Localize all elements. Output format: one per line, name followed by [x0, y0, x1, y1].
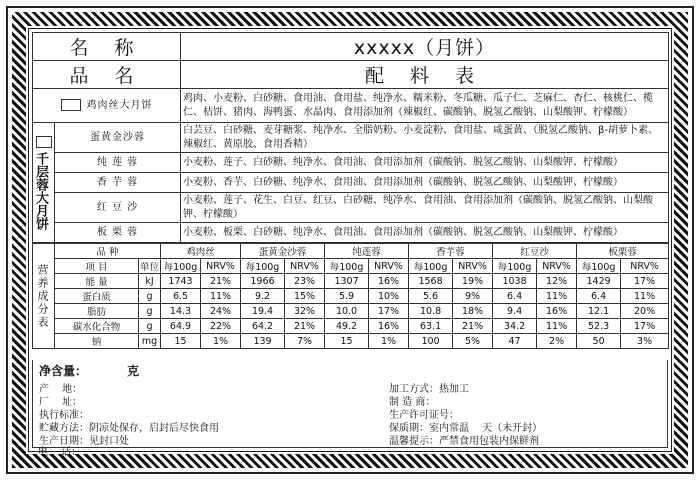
cell: 139: [241, 334, 285, 349]
nutrient-row: [33, 274, 669, 289]
nutrient-row: [33, 334, 669, 349]
item-header: 项 目: [55, 259, 139, 274]
cell: 5.9: [325, 289, 369, 304]
net-label: 净含量：: [39, 364, 88, 378]
cell: 17%: [621, 319, 669, 334]
group-label: 千层蓉大月饼: [33, 151, 48, 230]
per100-header: 每100g: [493, 259, 537, 274]
checkbox[interactable]: [36, 136, 52, 148]
variety-col: 蛋黄金沙蓉: [241, 244, 325, 259]
standard: 执行标准：: [39, 410, 89, 421]
cell: 12.1: [577, 304, 621, 319]
cell: 50: [577, 334, 621, 349]
per100-header: 每100g: [577, 259, 621, 274]
cell: 18%: [453, 304, 493, 319]
cell: 24%: [201, 304, 241, 319]
cell: 16%: [369, 319, 409, 334]
cell: 11%: [537, 289, 577, 304]
unit-header: 单位: [139, 259, 161, 274]
cell: 1038: [493, 274, 537, 289]
cell: 11%: [621, 289, 669, 304]
maker: 制 造 商：: [389, 397, 436, 408]
cell: 11%: [537, 319, 577, 334]
factory: 厂 址：: [39, 397, 83, 408]
shelf-life: 保质期：室内常温 天（未开封）: [389, 423, 543, 434]
footer-info: [32, 360, 668, 448]
cell: 1%: [201, 334, 241, 349]
nutrient-name: 脂肪: [55, 304, 139, 319]
checkbox[interactable]: [61, 99, 81, 111]
nutrient-name: 碳水化合物: [55, 319, 139, 334]
nutrient-unit: g: [139, 304, 161, 319]
cell: 21%: [453, 319, 493, 334]
cell: 10.8: [409, 304, 453, 319]
cell: 10.0: [325, 304, 369, 319]
nrv-header: NRV%: [201, 259, 241, 274]
tip: 温馨提示：严禁食用包装内保鲜剂: [389, 436, 539, 447]
nrv-header: NRV%: [453, 259, 493, 274]
per100-header: 每100g: [161, 259, 201, 274]
variety-ingredients: 白芸豆、白砂糖、麦芽糖浆、纯净水、全脂奶粉、小麦淀粉、食用盐、咸蛋黄、（脱氢乙酸钠、β-胡萝卜素、辣椒红、黄原胶、食用香精）: [181, 123, 669, 153]
cell: 9.2: [241, 289, 285, 304]
per100-header: 每100g: [409, 259, 453, 274]
nutrient-unit: g: [139, 289, 161, 304]
variety-name: 纯 莲 蓉: [55, 153, 181, 173]
nutrient-unit: mg: [139, 334, 161, 349]
variety-ingredients: 小麦粉、板栗、白砂糖、纯净水、食用油、食用添加剂（碳酸钠、脱氢乙酸钠、山梨酸钾、柠檬酸）: [181, 223, 669, 243]
cell: 7%: [285, 334, 325, 349]
license: 生产许可证号：: [389, 410, 459, 421]
cell: 15: [161, 334, 201, 349]
storage: 贮藏方法：阴凉处保存，启封后尽快食用: [39, 423, 219, 434]
ingredients-title: 配 料 表: [181, 61, 669, 89]
cell: 15%: [285, 289, 325, 304]
cell: 1966: [241, 274, 285, 289]
cell: 19.4: [241, 304, 285, 319]
variety-col: 香芋蓉: [409, 244, 493, 259]
cell: 100: [409, 334, 453, 349]
cell: 1429: [577, 274, 621, 289]
label-sheet: [32, 32, 668, 458]
cell: 19%: [453, 274, 493, 289]
nutrient-name: 能 量: [55, 274, 139, 289]
cell: 16%: [369, 274, 409, 289]
nutrient-unit: kJ: [139, 274, 161, 289]
per100-header: 每100g: [325, 259, 369, 274]
variety-col: 纯莲蓉: [325, 244, 409, 259]
cell: 10%: [369, 289, 409, 304]
variety-header: 品 种: [55, 244, 161, 259]
cell: 1%: [369, 334, 409, 349]
cell: 14.3: [161, 304, 201, 319]
cell: 1568: [409, 274, 453, 289]
name-label: 名 称: [33, 33, 181, 61]
cell: 20%: [621, 304, 669, 319]
product-single: [33, 89, 181, 123]
variety-name: 香 芋 蓉: [55, 173, 181, 193]
nutrient-row: [33, 289, 669, 304]
cell: 17%: [369, 304, 409, 319]
cell: 47: [493, 334, 537, 349]
variety-ingredients: 小麦粉、莲子、白砂糖、纯净水、食用油、食用添加剂（碳酸钠、脱氢乙酸钠、山梨酸钾、柠檬酸）: [181, 153, 669, 173]
cell: 15: [325, 334, 369, 349]
per100-header: 每100g: [241, 259, 285, 274]
cell: 64.9: [161, 319, 201, 334]
nrv-header: NRV%: [537, 259, 577, 274]
nrv-header: NRV%: [369, 259, 409, 274]
cell: 6.4: [577, 289, 621, 304]
process: 加工方式：热加工: [389, 384, 469, 395]
nutrient-unit: g: [139, 319, 161, 334]
cell: 22%: [201, 319, 241, 334]
nutrition-side-cell: [33, 244, 55, 349]
variety-name: 红 豆 沙: [55, 193, 181, 223]
nutrition-table: [32, 243, 669, 349]
net-content: [39, 362, 139, 379]
cell: 12%: [537, 274, 577, 289]
ingredients-single: 鸡肉、小麦粉、白砂糖、食用油、食用盐、纯净水、糯米粉、冬瓜糖、瓜子仁、芝麻仁、杏仁、核桃仁、榄仁、桔饼、猪肉、海鸭蛋、水晶肉、食用添加剂（辣椒红、碳酸钠、脱氢乙酸钠、山梨酸钾、柠檬酸）: [181, 89, 669, 123]
product-label: 品 名: [33, 61, 181, 89]
cell: 5.6: [409, 289, 453, 304]
cell: 64.2: [241, 319, 285, 334]
cell: 23%: [285, 274, 325, 289]
variety-col: 板栗蓉: [577, 244, 669, 259]
cell: 9%: [453, 289, 493, 304]
nutrition-side-label: 营养成分表: [36, 263, 49, 329]
cell: 16%: [537, 304, 577, 319]
nrv-header: NRV%: [621, 259, 669, 274]
product-single-name: 鸡肉丝大月饼: [86, 99, 153, 111]
origin: 产 地：: [39, 384, 83, 395]
net-unit: 克: [127, 364, 140, 378]
nutrient-name: 钠: [55, 334, 139, 349]
cell: 1307: [325, 274, 369, 289]
cell: 49.2: [325, 319, 369, 334]
variety-name: 板 栗 蓉: [55, 223, 181, 243]
cell: 6.5: [161, 289, 201, 304]
cell: 34.2: [493, 319, 537, 334]
cell: 2%: [537, 334, 577, 349]
cell: 63.1: [409, 319, 453, 334]
phone: 电 话：: [38, 447, 82, 458]
variety-col: 鸡肉丝: [161, 244, 241, 259]
cell: 21%: [285, 319, 325, 334]
nutrient-row: [33, 319, 669, 334]
group-label-cell: [33, 123, 55, 243]
nutrient-name: 蛋白质: [55, 289, 139, 304]
main-table: [32, 32, 669, 243]
product-name-value: xxxxx（月饼）: [181, 33, 669, 61]
nutrient-row: [33, 304, 669, 319]
cell: 1743: [161, 274, 201, 289]
variety-ingredients: 小麦粉、香芋、白砂糖、纯净水、食用油、食用添加剂（碳酸钠、脱氢乙酸钠、山梨酸钾、柠檬酸）: [181, 173, 669, 193]
cell: 11%: [201, 289, 241, 304]
variety-ingredients: 小麦粉、莲子、花生、白豆、红豆、白砂糖、纯净水、食用油、食用添加剂（碳酸钠、脱氢乙酸钠、山梨酸钾、柠檬酸）: [181, 193, 669, 223]
cell: 21%: [201, 274, 241, 289]
cell: 17%: [621, 274, 669, 289]
cell: 3%: [621, 334, 669, 349]
variety-name: 蛋黄金沙蓉: [55, 123, 181, 153]
nrv-header: NRV%: [285, 259, 325, 274]
cell: 5%: [453, 334, 493, 349]
cell: 9.4: [493, 304, 537, 319]
cell: 32%: [285, 304, 325, 319]
cell: 52.3: [577, 319, 621, 334]
variety-col: 红豆沙: [493, 244, 577, 259]
production-date: 生产日期：见封口处: [39, 436, 129, 447]
cell: 6.4: [493, 289, 537, 304]
